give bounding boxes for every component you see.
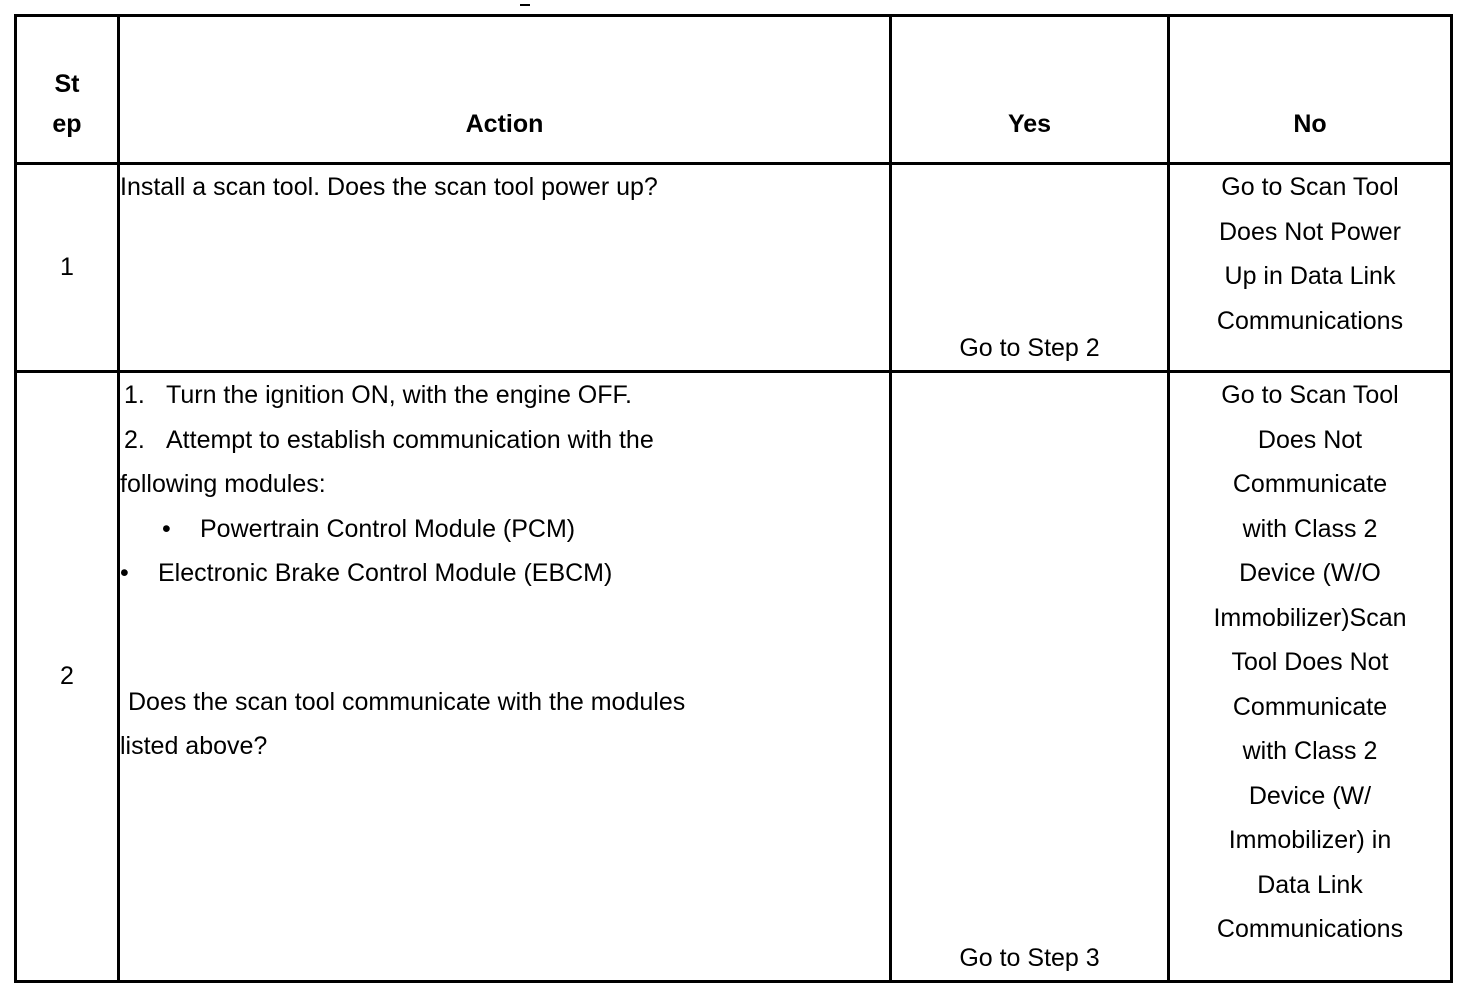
no-column-header: No: [1169, 16, 1452, 164]
question-text-cont: listed above?: [120, 732, 268, 760]
bullet-item: • Powertrain Control Module (PCM): [162, 514, 576, 543]
spacer: [120, 596, 889, 680]
action-column-header: Action: [119, 16, 891, 164]
bullet-item: • Electronic Brake Control Module (EBCM): [120, 559, 613, 587]
numbered-step: 2. Attempt to establish communication with the: [124, 425, 654, 454]
yes-cell: Go to Step 2: [891, 164, 1169, 372]
step-column-header: St ep: [16, 16, 119, 164]
page-top-fragment: [520, 0, 530, 6]
step-number: 2: [16, 372, 119, 982]
no-cell: Go to Scan Tool Does Not Power Up in Data Link Communications: [1169, 164, 1452, 372]
step-number: 1: [16, 164, 119, 372]
numbered-step: 1. Turn the ignition ON, with the engine OFF.: [124, 381, 632, 409]
action-cell: [119, 372, 891, 982]
action-cell: [119, 164, 891, 372]
step-continuation: following modules:: [120, 470, 326, 498]
table-row: [16, 372, 1452, 982]
no-cell: Go to Scan Tool Does Not Communicate with Class 2 Device (W/O Immobilizer)Scan Tool Does Not Communicate with Class 2 Device (W/ Immobilizer) in Data Link Communications: [1169, 372, 1452, 982]
action-text: Install a scan tool. Does the scan tool power up?: [120, 173, 658, 201]
diagnostic-table: [14, 14, 1453, 983]
yes-cell: Go to Step 3: [891, 372, 1169, 982]
yes-column-header: Yes: [891, 16, 1169, 164]
table-row: [16, 164, 1452, 372]
table-header-row: [16, 16, 1452, 164]
question-text: Does the scan tool communicate with the modules: [128, 687, 686, 716]
